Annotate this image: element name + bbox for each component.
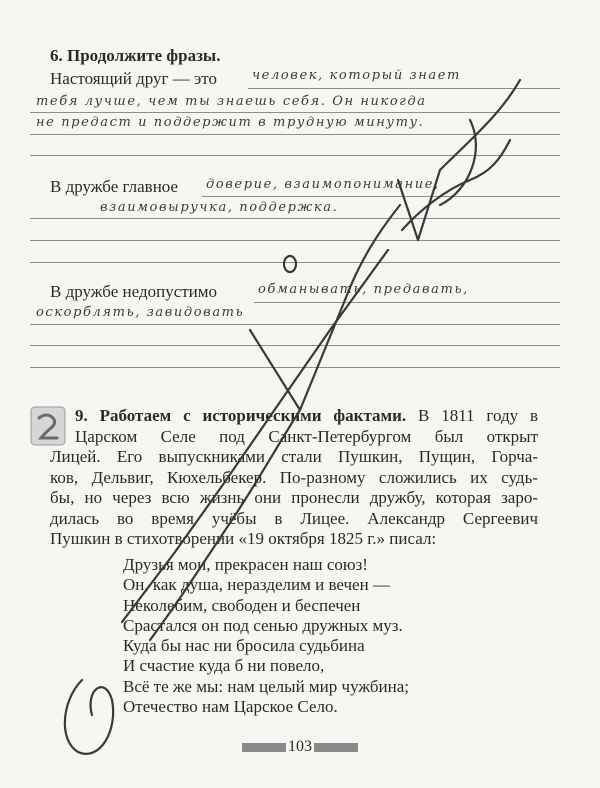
task9-line: Царском Селе под Санкт-Петербургом был открыт	[75, 426, 538, 446]
friend-answer-line1: человек, который знает	[252, 68, 461, 83]
poem-line: Он, как душа, неразделим и вечен —	[123, 575, 390, 595]
unacceptable-answer-line1: обманывать, предавать,	[258, 282, 469, 297]
friend-answer-line3: не предаст и поддержит в трудную минуту.	[36, 115, 425, 130]
poem-line: Неколебим, свободен и беспечен	[123, 595, 361, 615]
poem-line: Друзья мои, прекрасен наш союз!	[123, 555, 368, 574]
friend-answer-line2: тебя лучше, чем ты знаешь себя. Он никогда	[36, 94, 427, 109]
page-number: 103	[288, 738, 312, 756]
poem-line: Всё те же мы: нам целый мир чужбина;	[123, 676, 409, 696]
task9-line: ков, Дельвиг, Кюхельбекер. По-разному сложились их судь-	[50, 467, 538, 487]
main-prompt: В дружбе главное	[50, 177, 179, 196]
poem-line: И счастие куда б ни повело,	[123, 656, 325, 676]
task9-line: бы, но через всю жизнь они пронесли дружбу, которая заро-	[50, 488, 538, 507]
main-answer-line2: взаимовыручка, поддержка.	[100, 200, 339, 215]
main-answer-line1: доверие, взаимопонимание,	[206, 177, 440, 192]
friend-prompt: Настоящий друг — это	[50, 69, 218, 88]
task9-line: Пушкин в стихотворении «19 октября 1825 г.» писал:	[50, 529, 437, 548]
task9-line: В 1811 году в	[418, 406, 538, 425]
poem-line: Куда бы нас ни бросила судьбина	[123, 636, 365, 656]
task9-line: Лицей. Его выпускниками стали Пушкин, Пущин, Горча-	[50, 447, 538, 466]
unacceptable-answer-line2: оскорблять, завидовать	[36, 305, 245, 320]
poem-line: Срастался он под сенью дружных муз.	[123, 615, 403, 635]
task6-heading: 6. Продолжите фразы.	[50, 46, 221, 65]
task9-line: дилась во время учёбы в Лицее. Александр Сергеевич	[50, 508, 538, 528]
task9-heading: 9. Работаем с историческими фактами.	[75, 406, 407, 425]
poem-line: Отечество нам Царское Село.	[123, 697, 338, 717]
unacceptable-prompt: В дружбе недопустимо	[50, 282, 218, 301]
